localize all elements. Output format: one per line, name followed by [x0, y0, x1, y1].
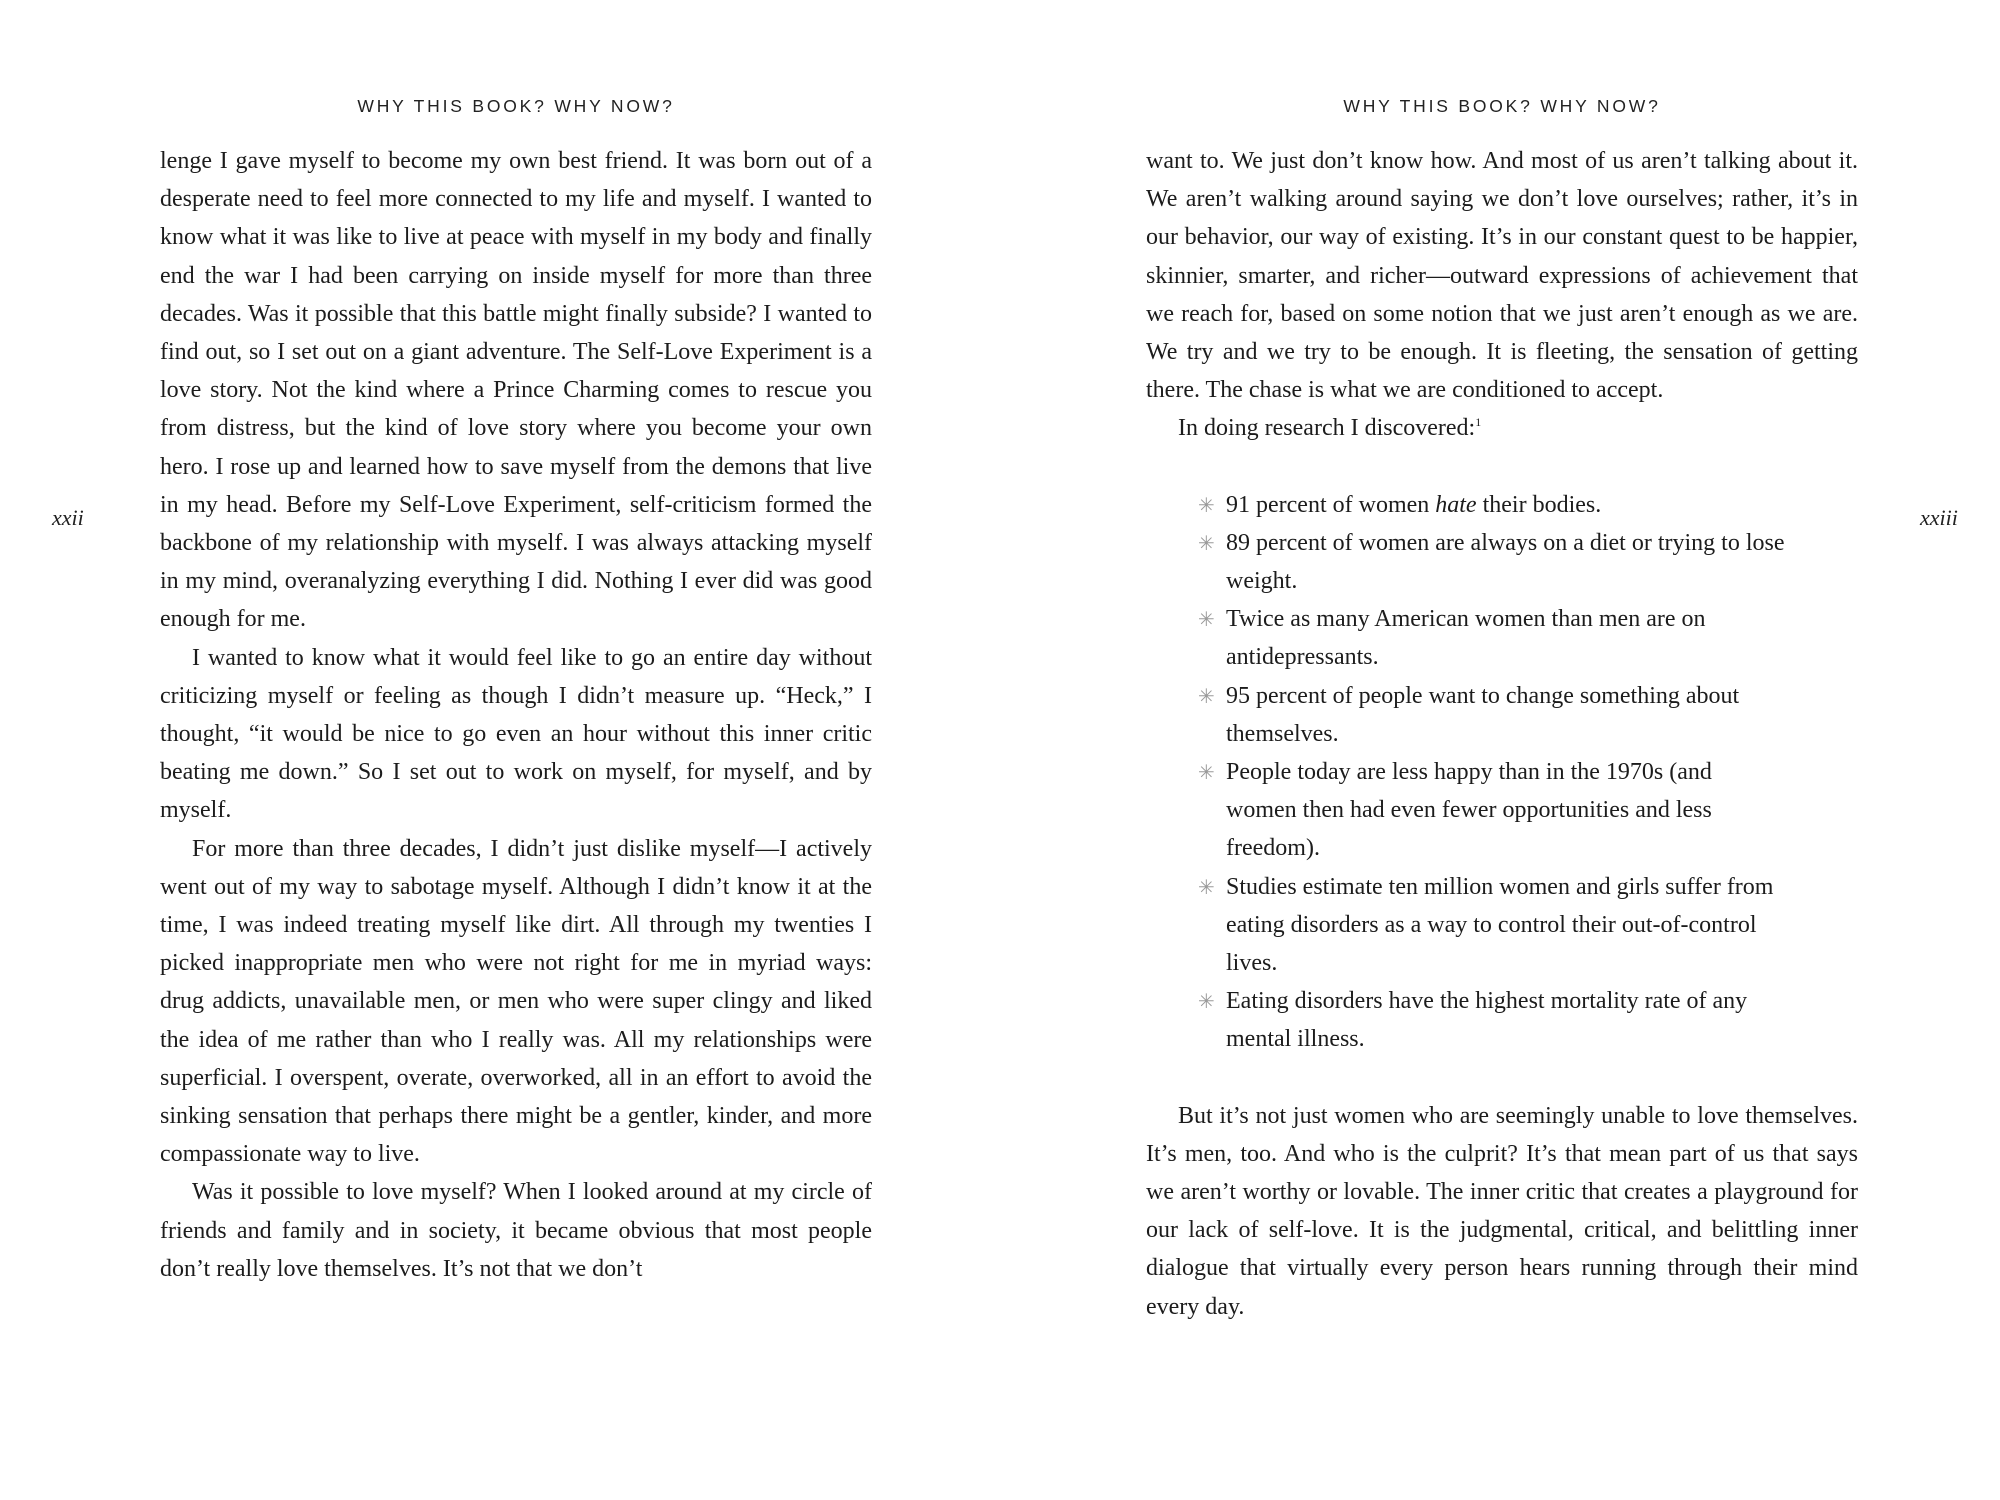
list-item: ✳ Studies estimate ten million women and girls suffer from eating disorders as a way to control their out-of-control lives.: [1226, 868, 1786, 983]
paragraph: I wanted to know what it would feel like to go an entire day without criticizing myself or feeling as though I didn’t measure up. “Heck,” I thought, “it would be nice to go even an hour without this inner critic beating me down.” So I set out to work on myself, for myself, and by myself.: [160, 644, 872, 824]
running-head: WHY THIS BOOK? WHY NOW?: [357, 96, 675, 116]
list-item: ✳ 95 percent of people want to change something about themselves.: [1226, 677, 1786, 753]
paragraph: Was it possible to love myself? When I looked around at my circle of friends and family and in society, it became obvious that most people don’t really love themselves. It’s not that we don’t: [160, 1179, 872, 1282]
list-item: ✳ 89 percent of women are always on a diet or trying to lose weight.: [1226, 524, 1786, 600]
paragraph-text: In doing research I discovered:: [1178, 415, 1476, 442]
paragraph: lenge I gave myself to become my own best friend. It was born out of a desperate need to feel more connected to my life and myself. I wanted to know what it was like to live at peace with myself in my body and finally end the war I had been carrying on inside myself for more than three decades. Was it possible that this battle might finally subside? I wanted to find out, so I set out on a giant adventure. The Self-Love Experiment is a love story. Not the kind where a Prince Charming comes to rescue you from distress, but the kind of love story where you become your own hero. I rose up and learned how to save myself from the demons that live in my head. Before my Self-Love Experiment, self-criticism formed the backbone of my relationship with myself. I was always attacking myself in my mind, overanalyzing everything I did. Nothing I ever did was good enough for me.: [160, 148, 872, 633]
paragraph: For more than three decades, I didn’t just dislike myself—I actively went out of my way to sabotage myself. Although I didn’t know it at the time, I was indeed treating myself like dirt. All through my twenties I picked inappropriate men who were not right for me in myriad ways: drug addicts, unavailable men, or men who were super clingy and liked the idea of me rather than who I really was. All my relationships were superficial. I overspent, overate, overworked, all in an effort to avoid the sinking sensation that perhaps there might be a gentler, kinder, and more compassionate way to live.: [160, 835, 872, 1168]
list-item: ✳ 91 percent of women hate their bodies.: [1226, 486, 1786, 524]
page-number: xxiii: [1920, 505, 1958, 530]
right-page: [1000, 0, 2000, 1500]
footnote-marker[interactable]: 1: [1475, 415, 1482, 430]
paragraph: want to. We just don’t know how. And most of us aren’t talking about it. We aren’t walking around saying we don’t love ourselves; rather, it’s in our behavior, our way of existing. It’s in our constant quest to be happier, skinnier, smarter, and richer—outward expressions of achievement that we reach for, based on some notion that we just aren’t enough as we are. We try and we try to be enough. It is fleeting, the sensation of getting there. The chase is what we are conditioned to accept.: [1146, 148, 1858, 404]
asterisk-bullet-icon: ✳: [1198, 874, 1215, 899]
list-item: ✳ Twice as many American women than men are on antidepressants.: [1226, 600, 1786, 676]
paragraph: But it’s not just women who are seemingly unable to love themselves. It’s men, too. And who is the culprit? It’s that mean part of us that says we aren’t worthy or lovable. The inner critic that creates a playground for our lack of self-love. It is the judgmental, critical, and belittling inner dialogue that virtually every person hears running through their mind every day.: [1146, 1102, 1858, 1320]
running-head: WHY THIS BOOK? WHY NOW?: [1343, 96, 1661, 116]
list-item: ✳ Eating disorders have the highest mortality rate of any mental illness.: [1226, 982, 1786, 1058]
asterisk-bullet-icon: ✳: [1198, 492, 1215, 517]
asterisk-bullet-icon: ✳: [1198, 607, 1215, 632]
asterisk-bullet-icon: ✳: [1198, 760, 1215, 785]
statistics-list: [1146, 486, 1786, 1059]
page-number: xxii: [52, 505, 84, 530]
list-item: ✳ People today are less happy than in the 1970s (and women then had even fewer opportunities and less freedom).: [1226, 753, 1786, 868]
asterisk-bullet-icon: ✳: [1198, 683, 1215, 708]
emphasis: hate: [1435, 491, 1477, 518]
paragraph: [1146, 409, 1858, 447]
body-text: [1146, 142, 1858, 1326]
body-text: [160, 142, 872, 1288]
asterisk-bullet-icon: ✳: [1198, 530, 1215, 555]
asterisk-bullet-icon: ✳: [1198, 989, 1215, 1014]
